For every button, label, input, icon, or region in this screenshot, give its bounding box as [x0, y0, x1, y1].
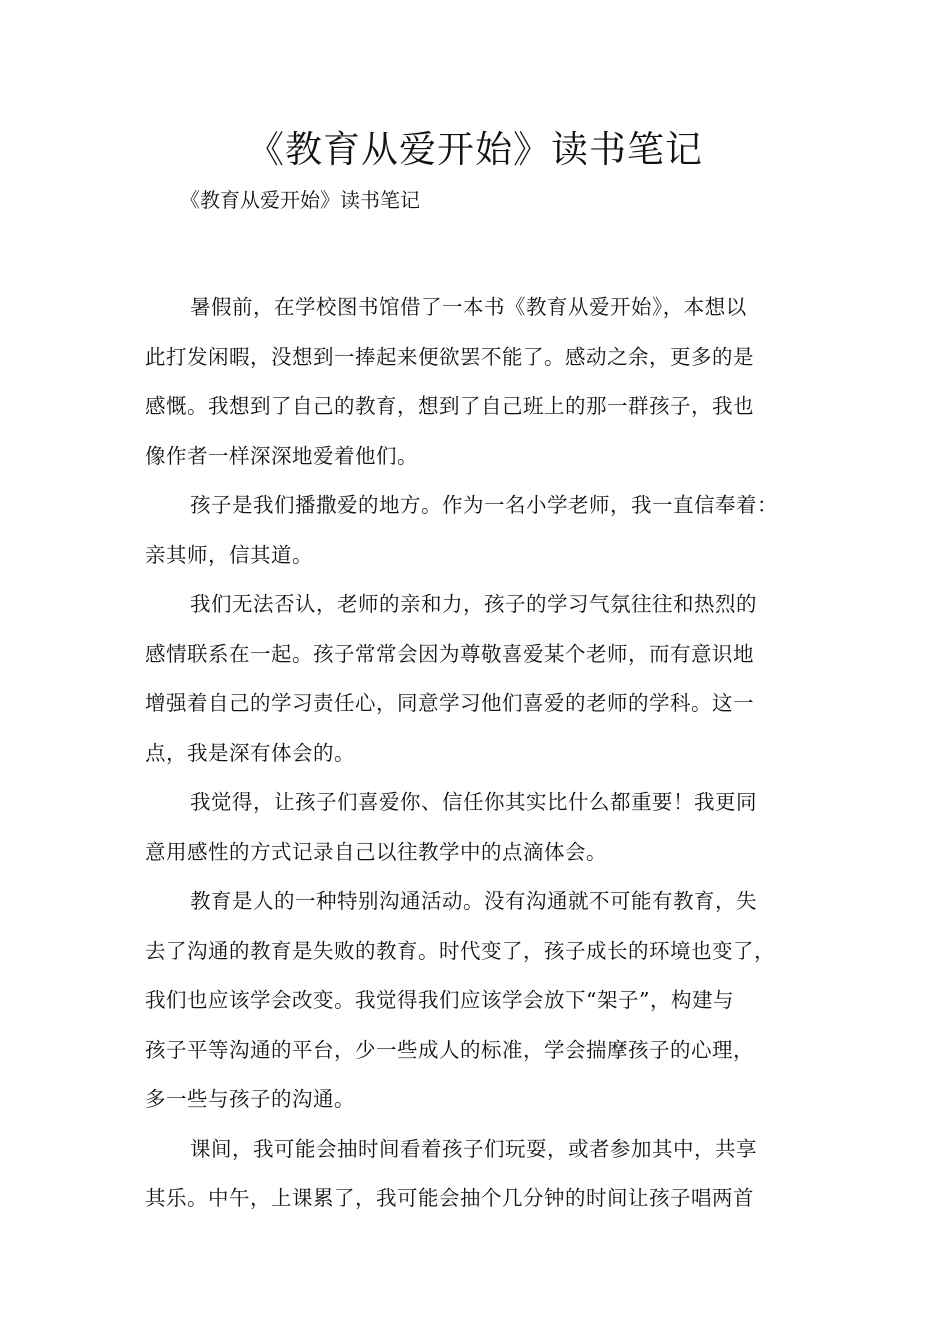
text-line: 教育是人的一种特别沟通活动。没有沟通就不可能有教育，失	[190, 889, 757, 913]
document-body	[145, 283, 830, 1224]
text-line: 增强着自己的学习责任心，同意学习他们喜爱的老师的学科。这一	[145, 691, 754, 715]
text-line: 我觉得，让孩子们喜爱你、信任你其实比什么都重要！我更同	[190, 790, 757, 814]
paragraph	[145, 877, 830, 1125]
paragraph	[145, 283, 830, 481]
paragraph	[145, 481, 830, 580]
text-line: 此打发闲暇，没想到一捧起来便欲罢不能了。感动之余，更多的是	[145, 344, 754, 369]
document-subtitle: 《教育从爱开始》读书笔记	[180, 188, 420, 212]
text-line: 感慨。我想到了自己的教育，想到了自己班上的那一群孩子，我也	[145, 394, 754, 418]
text-line: 孩子平等沟通的平台，少一些成人的标准，学会揣摩孩子的心理，	[145, 1037, 754, 1062]
text-line: 去了沟通的教育是失败的教育。时代变了，孩子成长的环境也变了，	[145, 938, 775, 963]
text-line: 点，我是深有体会的。	[145, 740, 355, 765]
text-line: 意用感性的方式记录自己以往教学中的点滴体会。	[145, 839, 607, 864]
text-line: 暑假前，在学校图书馆借了一本书《教育从爱开始》，本想以	[190, 295, 747, 319]
paragraph	[145, 1125, 830, 1224]
text-line: 多一些与孩子的沟通。	[145, 1087, 355, 1111]
paragraph	[145, 580, 830, 778]
text-line: 我们也应该学会改变。我觉得我们应该学会放下“架子”，构建与	[145, 988, 734, 1012]
text-line: 课间，我可能会抽时间看着孩子们玩耍，或者参加其中，共享	[190, 1136, 757, 1161]
text-line: 亲其师，信其道。	[145, 542, 313, 567]
text-line: 像作者一样深深地爱着他们。	[145, 443, 418, 468]
paragraph	[145, 778, 830, 877]
text-line: 孩子是我们播撒爱的地方。作为一名小学老师，我一直信奉着：	[190, 493, 778, 517]
text-line: 我们无法否认，老师的亲和力，孩子的学习气氛往往和热烈的	[190, 592, 757, 616]
document-title: 《教育从爱开始》读书笔记	[247, 128, 703, 171]
text-line: 其乐。中午，上课累了，我可能会抽个几分钟的时间让孩子唱两首	[145, 1186, 754, 1210]
text-line: 感情联系在一起。孩子常常会因为尊敬喜爱某个老师，而有意识地	[145, 641, 754, 666]
